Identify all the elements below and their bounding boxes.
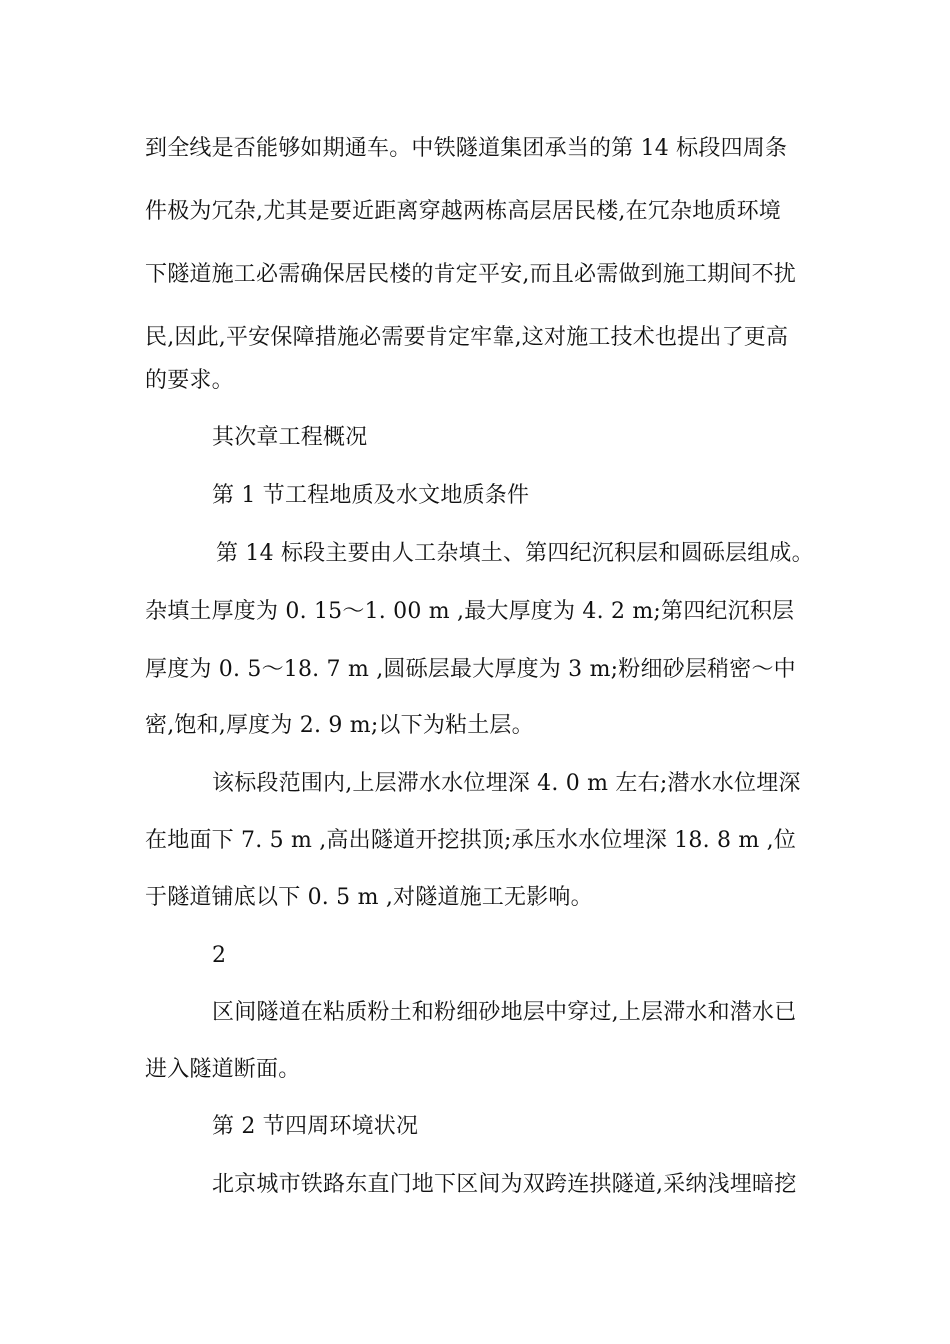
paragraph-line: 在地面下 7. 5 m ,高出隧道开挖拱顶;承压水水位埋深 18. 8 m ,位 xyxy=(145,828,797,853)
paragraph-line: 进入隧道断面。 xyxy=(145,1057,301,1082)
section-heading: 第 2 节四周环境状况 xyxy=(212,1114,419,1139)
page-number: 2 xyxy=(212,943,227,968)
section-heading: 第 1 节工程地质及水文地质条件 xyxy=(212,483,530,508)
paragraph-line: 该标段范围内,上层滞水水位埋深 4. 0 m 左右;潜水水位埋深 xyxy=(212,771,801,796)
paragraph-line: 民,因此,平安保障措施必需要肯定牢靠,这对施工技术也提出了更高 xyxy=(145,325,789,350)
paragraph-line: 杂填土厚度为 0. 15～1. 00 m ,最大厚度为 4. 2 m;第四纪沉积层 xyxy=(145,599,795,624)
paragraph-line: 的要求。 xyxy=(145,368,234,393)
paragraph-line: 到全线是否能够如期通车。中铁隧道集团承当的第 14 标段四周条 xyxy=(145,136,788,161)
paragraph-line: 密,饱和,厚度为 2. 9 m;以下为粘土层。 xyxy=(145,713,534,738)
paragraph-line: 厚度为 0. 5～18. 7 m ,圆砾层最大厚度为 3 m;粉细砂层稍密～中 xyxy=(145,657,796,682)
paragraph-line: 下隧道施工必需确保居民楼的肯定平安,而且必需做到施工期间不扰 xyxy=(145,262,796,287)
paragraph-line: 件极为冗杂,尤其是要近距离穿越两栋高层居民楼,在冗杂地质环境 xyxy=(145,199,781,224)
paragraph-line: 北京城市铁路东直门地下区间为双跨连拱隧道,采纳浅埋暗挖 xyxy=(212,1172,797,1197)
paragraph-line: 区间隧道在粘质粉土和粉细砂地层中穿过,上层滞水和潜水已 xyxy=(212,1000,797,1025)
paragraph-line: 第 14 标段主要由人工杂填土、第四纪沉积层和圆砾层组成。 xyxy=(216,541,814,566)
chapter-heading: 其次章工程概况 xyxy=(212,425,368,450)
paragraph-line: 于隧道铺底以下 0. 5 m ,对隧道施工无影响。 xyxy=(145,885,593,910)
